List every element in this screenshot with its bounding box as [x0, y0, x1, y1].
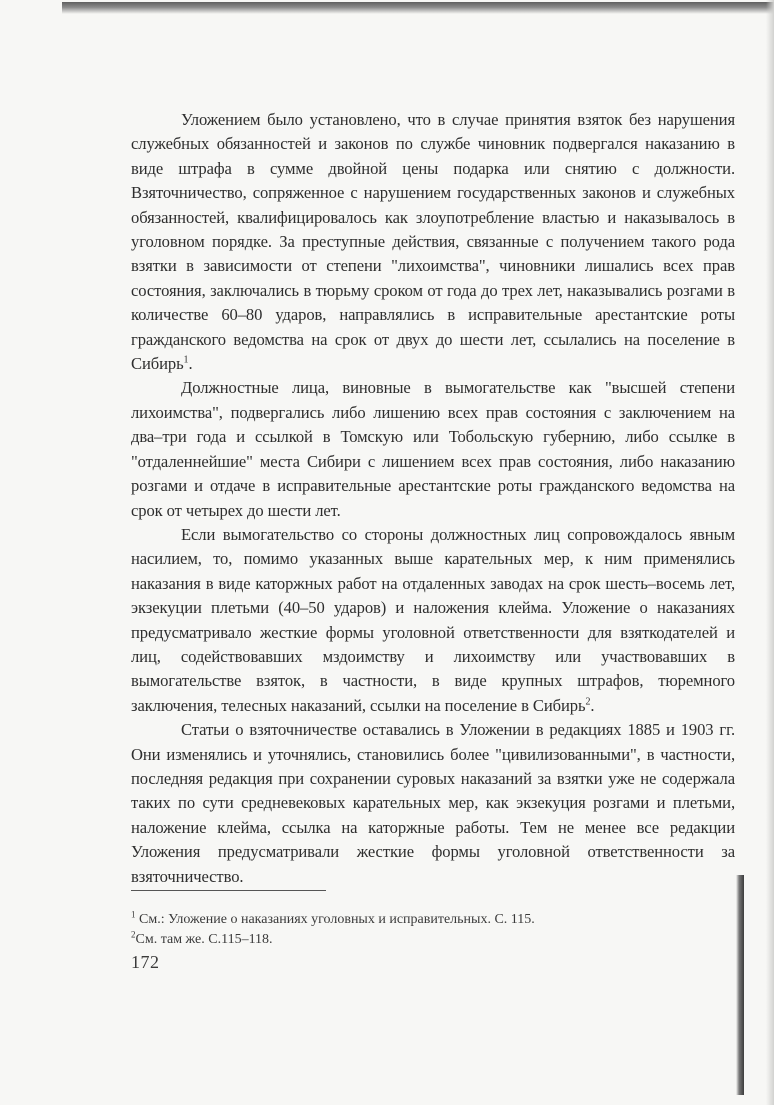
- footnote-2-text: См. там же. С.115–118.: [135, 932, 273, 947]
- footnote-ref-2: 2: [585, 696, 591, 708]
- scan-edge-bottom-right: [736, 875, 744, 1095]
- body-text: [131, 108, 735, 889]
- paragraph-1-tail: .: [188, 354, 193, 374]
- scan-shadow-right: [766, 0, 774, 1105]
- footnote-2-number: 2: [131, 929, 136, 940]
- footnote-1: [131, 910, 691, 930]
- paragraph-4: [131, 718, 735, 889]
- scan-shadow-top: [62, 2, 774, 14]
- footnote-2: [131, 930, 691, 950]
- paragraph-1-text: Уложением было установлено, что в случае принятия взяток без нарушения служебных обязанностей и законов по службе чиновник подвергался наказанию в виде штрафа в сумме двойной цены подарка или снятию с должности. Взяточничество, сопряженное с нарушением государственных законов и служебных обязанностей, квалифицировалось как злоупотребление властью и наказывалось в уголовном порядке. За преступные действия, связанные с получением такого рода взятки в зависимости от степени "лихоимства", чиновники лишались всех прав состояния, заключались в тюрьму сроком от года до трех лет, наказывались розгами в количестве 60–80 ударов, направлялись в исправительные арестантские роты гражданского ведомства на срок от двух до шести лет, ссылались на поселение в Сибирь: [131, 110, 735, 374]
- paragraph-1: [131, 108, 735, 376]
- footnote-1-number: 1: [131, 909, 136, 920]
- paragraph-3-text: Если вымогательство со стороны должностных лиц сопровождалось явным насилием, то, помимо указанных выше карательных мер, к ним применялись наказания в виде каторжных работ на отдаленных заводах на срок шесть–восемь лет, экзекуции плетьми (40–50 ударов) и наложения клейма. Уложение о наказаниях предусматривало жесткие формы уголовной ответственности для взяткодателей и лиц, содействовавших мздоимству и лихоимству или участвовавших в вымогательстве взяток, в частности, в виде крупных штрафов, тюремного заключения, телесных наказаний, ссылки на поселение в Сибирь: [131, 524, 735, 715]
- footnote-1-text: См.: Уложение о наказаниях уголовных и исправительных. С. 115.: [135, 912, 535, 927]
- footnote-ref-1: 1: [183, 354, 189, 366]
- paragraph-3-tail: .: [590, 695, 595, 715]
- paragraph-3: [131, 523, 735, 718]
- footnotes: [131, 910, 691, 950]
- paragraph-2-text: Должностные лица, виновные в вымогательстве как "высшей степени лихоимства", подвергались либо лишению всех прав состояния с заключением на два–три года и ссылкой в Томскую или Тобольскую губернию, либо ссылке в "отдаленнейшие" места Сибири с лишением всех прав состояния, либо наказанию розгами и отдаче в исправительные арестантские роты гражданского ведомства на срок от четырех до шести лет.: [131, 378, 735, 520]
- footnote-separator: [131, 890, 326, 891]
- page-number: 172: [131, 952, 160, 972]
- paragraph-4-text: Статьи о взяточничестве оставались в Уложении в редакциях 1885 и 1903 гг. Они изменялись и уточнялись, становились более "цивилизованными", в частности, последняя редакция при сохранении суровых наказаний за взятки уже не содержала таких по сути средневековых карательных мер, как экзекуция розгами и плетьми, наложение клейма, ссылка на каторжные работы. Тем не менее все редакции Уложения предусматривали жесткие формы уголовной ответственности за взяточничество.: [131, 720, 735, 886]
- paragraph-2: [131, 376, 735, 522]
